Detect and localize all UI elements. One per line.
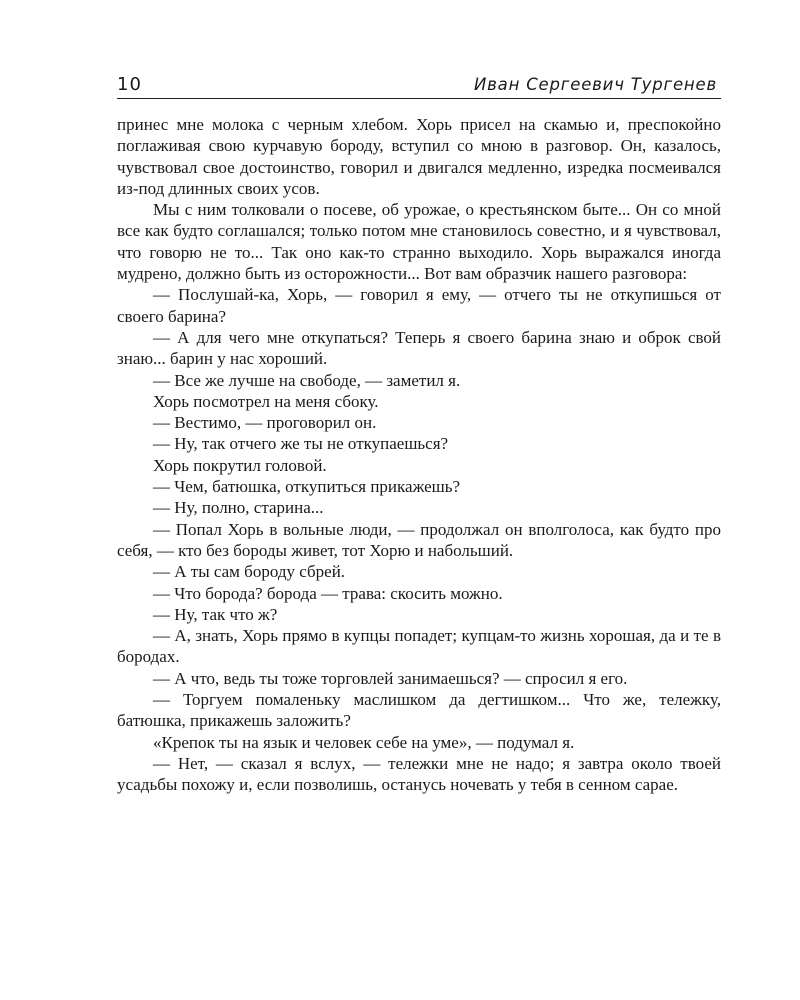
paragraph: — Нет, — сказал я вслух, — тележки мне не надо; я завтра около твоей усадьбы похожу и, если позволишь, останусь ночевать у тебя в сенном сарае. [117, 753, 721, 795]
paragraph: Мы с ним толковали о посеве, об урожае, о крестьянском быте... Он со мной все как будто соглашался; только потом мне становилось совестно, и я чувствовал, что говорю не то... Так оно как-то странно выходило. Хорь выражался иногда мудрено, должно быть из осторожности... Вот вам образчик нашего разговора: [117, 200, 721, 284]
paragraph: Хорь посмотрел на меня сбоку. [153, 391, 379, 411]
paragraph: Хорь покрутил головой. [153, 455, 327, 475]
paragraph: — Все же лучше на свободе, — заметил я. [153, 370, 461, 390]
paragraph: — А для чего мне откупаться? Теперь я своего барина знаю и оброк свой знаю... барин у нас хороший. [117, 327, 721, 369]
running-head [117, 72, 721, 99]
paragraph: — А ты сам бороду сбрей. [153, 562, 346, 582]
running-title: Иван Сергеевич Тургенев [474, 75, 717, 94]
paragraph: «Крепок ты на язык и человек себе на уме», — подумал я. [153, 732, 575, 752]
paragraph: — Попал Хорь в вольные люди, — продолжал он вполголоса, как будто про себя, — кто без бороды живет, тот Хорю и набольший. [117, 519, 721, 560]
paragraph: — А что, ведь ты тоже торговлей занимаешься? — спросил я его. [153, 668, 628, 688]
paragraph: — А, знать, Хорь прямо в купцы попадет; купцам-то жизнь хорошая, да и те в бородах. [117, 626, 721, 667]
paragraph: — Ну, так отчего же ты не откупаешься? [153, 434, 449, 454]
paragraph: — Торгуем помаленьку маслишком да дегтишком... Что же, тележку, батюшка, прикажешь заложить? [117, 690, 721, 731]
paragraph: принес мне молока с черным хлебом. Хорь присел на скамью и, преспокойно поглаживая свою курчавую бороду, вступил со мною в разговор. Он, казалось, чувствовал свое достоинство, говорил и двигался медленно, изредка посмеивался из-под длинных своих усов. [117, 115, 721, 198]
paragraph: — Вестимо, — проговорил он. [153, 413, 377, 433]
book-page [117, 72, 721, 796]
page-number: 10 [117, 74, 142, 95]
body-text [117, 114, 721, 796]
paragraph: — Ну, полно, старина... [153, 498, 324, 518]
paragraph: — Чем, батюшка, откупиться прикажешь? [153, 477, 461, 497]
paragraph: — Ну, так что ж? [153, 604, 278, 624]
paragraph: — Что борода? борода — трава: скосить можно. [153, 583, 503, 603]
paragraph: — Послушай-ка, Хорь, — говорил я ему, — отчего ты не откупишься от своего барина? [117, 285, 721, 326]
